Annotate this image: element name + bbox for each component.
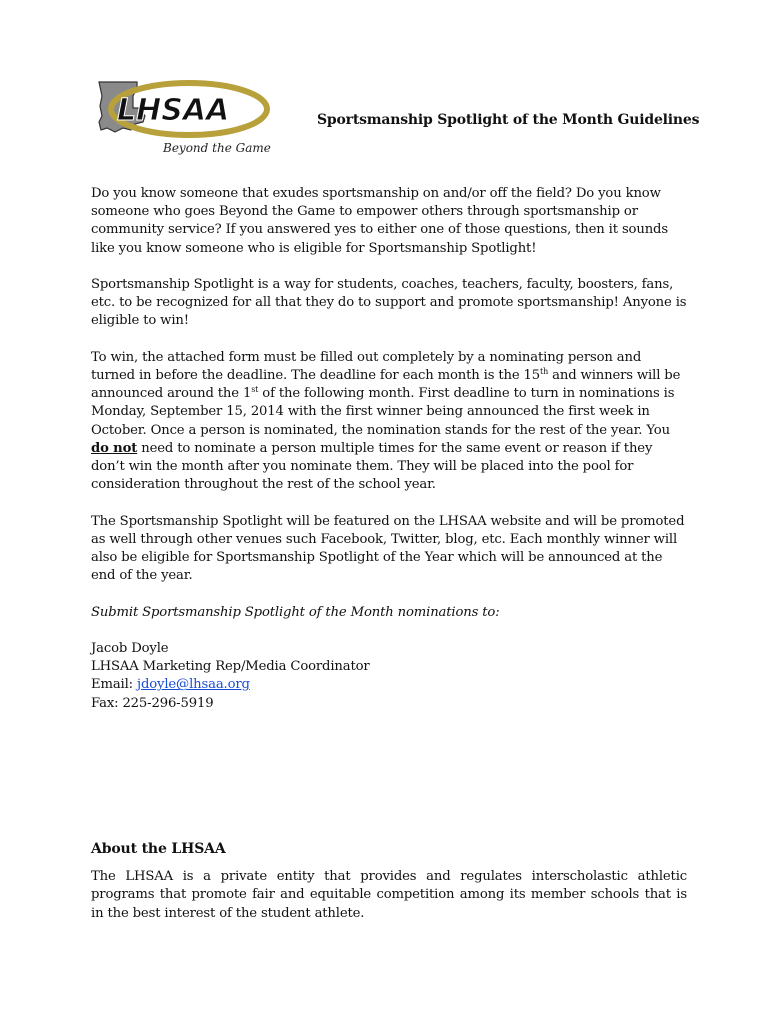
about-title: About the LHSAA (91, 841, 226, 857)
about-text: The LHSAA is a private entity that provides and regulates interscholastic athletic programs that promote fair and equitable competition among its member schools that is in the best interest of the student athlete. (91, 869, 687, 921)
description-paragraph: Sportsmanship Spotlight is a way for students, coaches, teachers, faculty, boosters, fans, etc. to be recognized for all that they do to support and promote sportsmanship! Anyone is eligible to win! (91, 277, 687, 329)
promotion-paragraph: The Sportsmanship Spotlight will be featured on the LHSAA website and will be promoted as well through other venues such Facebook, Twitter, blog, etc. Each monthly winner will also be eligible for Sportsmanship Spotlight of the Year which will be announced at the end of the year. (91, 513, 685, 584)
contact-name: Jacob Doyle (91, 641, 169, 656)
contact-fax: Fax: 225-296-5919 (91, 695, 214, 711)
email-link[interactable]: jdoyle@lhsaa.org (137, 677, 250, 693)
submit-instruction: Submit Sportsmanship Spotlight of the Month nominations to: (91, 604, 500, 620)
intro-paragraph: Do you know someone that exudes sportsmanship on and/or off the field? Do you know someone who goes Beyond the Game to empower others through sportsmanship or community service? If you answered yes to either one of those questions, then it sounds like you know someone who is eligible for Sportsmanship Spotlight! (91, 186, 668, 256)
page-title: Sportsmanship Spotlight of the Month Guidelines (317, 112, 700, 128)
rules-paragraph: To win, the attached form must be filled out completely by a nominating person and turned in before the deadline. The deadline for each month is the 15th and winners will be announced around the 1st of the following month. First deadline to turn in nominations is Monday, September 15, 2014 with the first winner being announced the first week in October. Once a person is nominated, the nomination stands for the rest of the year. You do not need to nominate a person multiple times for the same event or reason if they don’t win the month after you nominate them. They will be placed into the pool for consideration throughout the rest of the school year. (91, 349, 681, 493)
do-not-emphasis: do not (91, 440, 138, 456)
logo-tagline: Beyond the Game (163, 141, 271, 155)
contact-role: LHSAA Marketing Rep/Media Coordinator (91, 659, 370, 675)
guidelines-body (91, 185, 687, 713)
about-section (91, 840, 687, 923)
contact-email: Email: jdoyle@lhsaa.org (91, 677, 250, 693)
logo-wordmark: LHSAA (117, 93, 230, 128)
lhsaa-logo (93, 76, 271, 160)
